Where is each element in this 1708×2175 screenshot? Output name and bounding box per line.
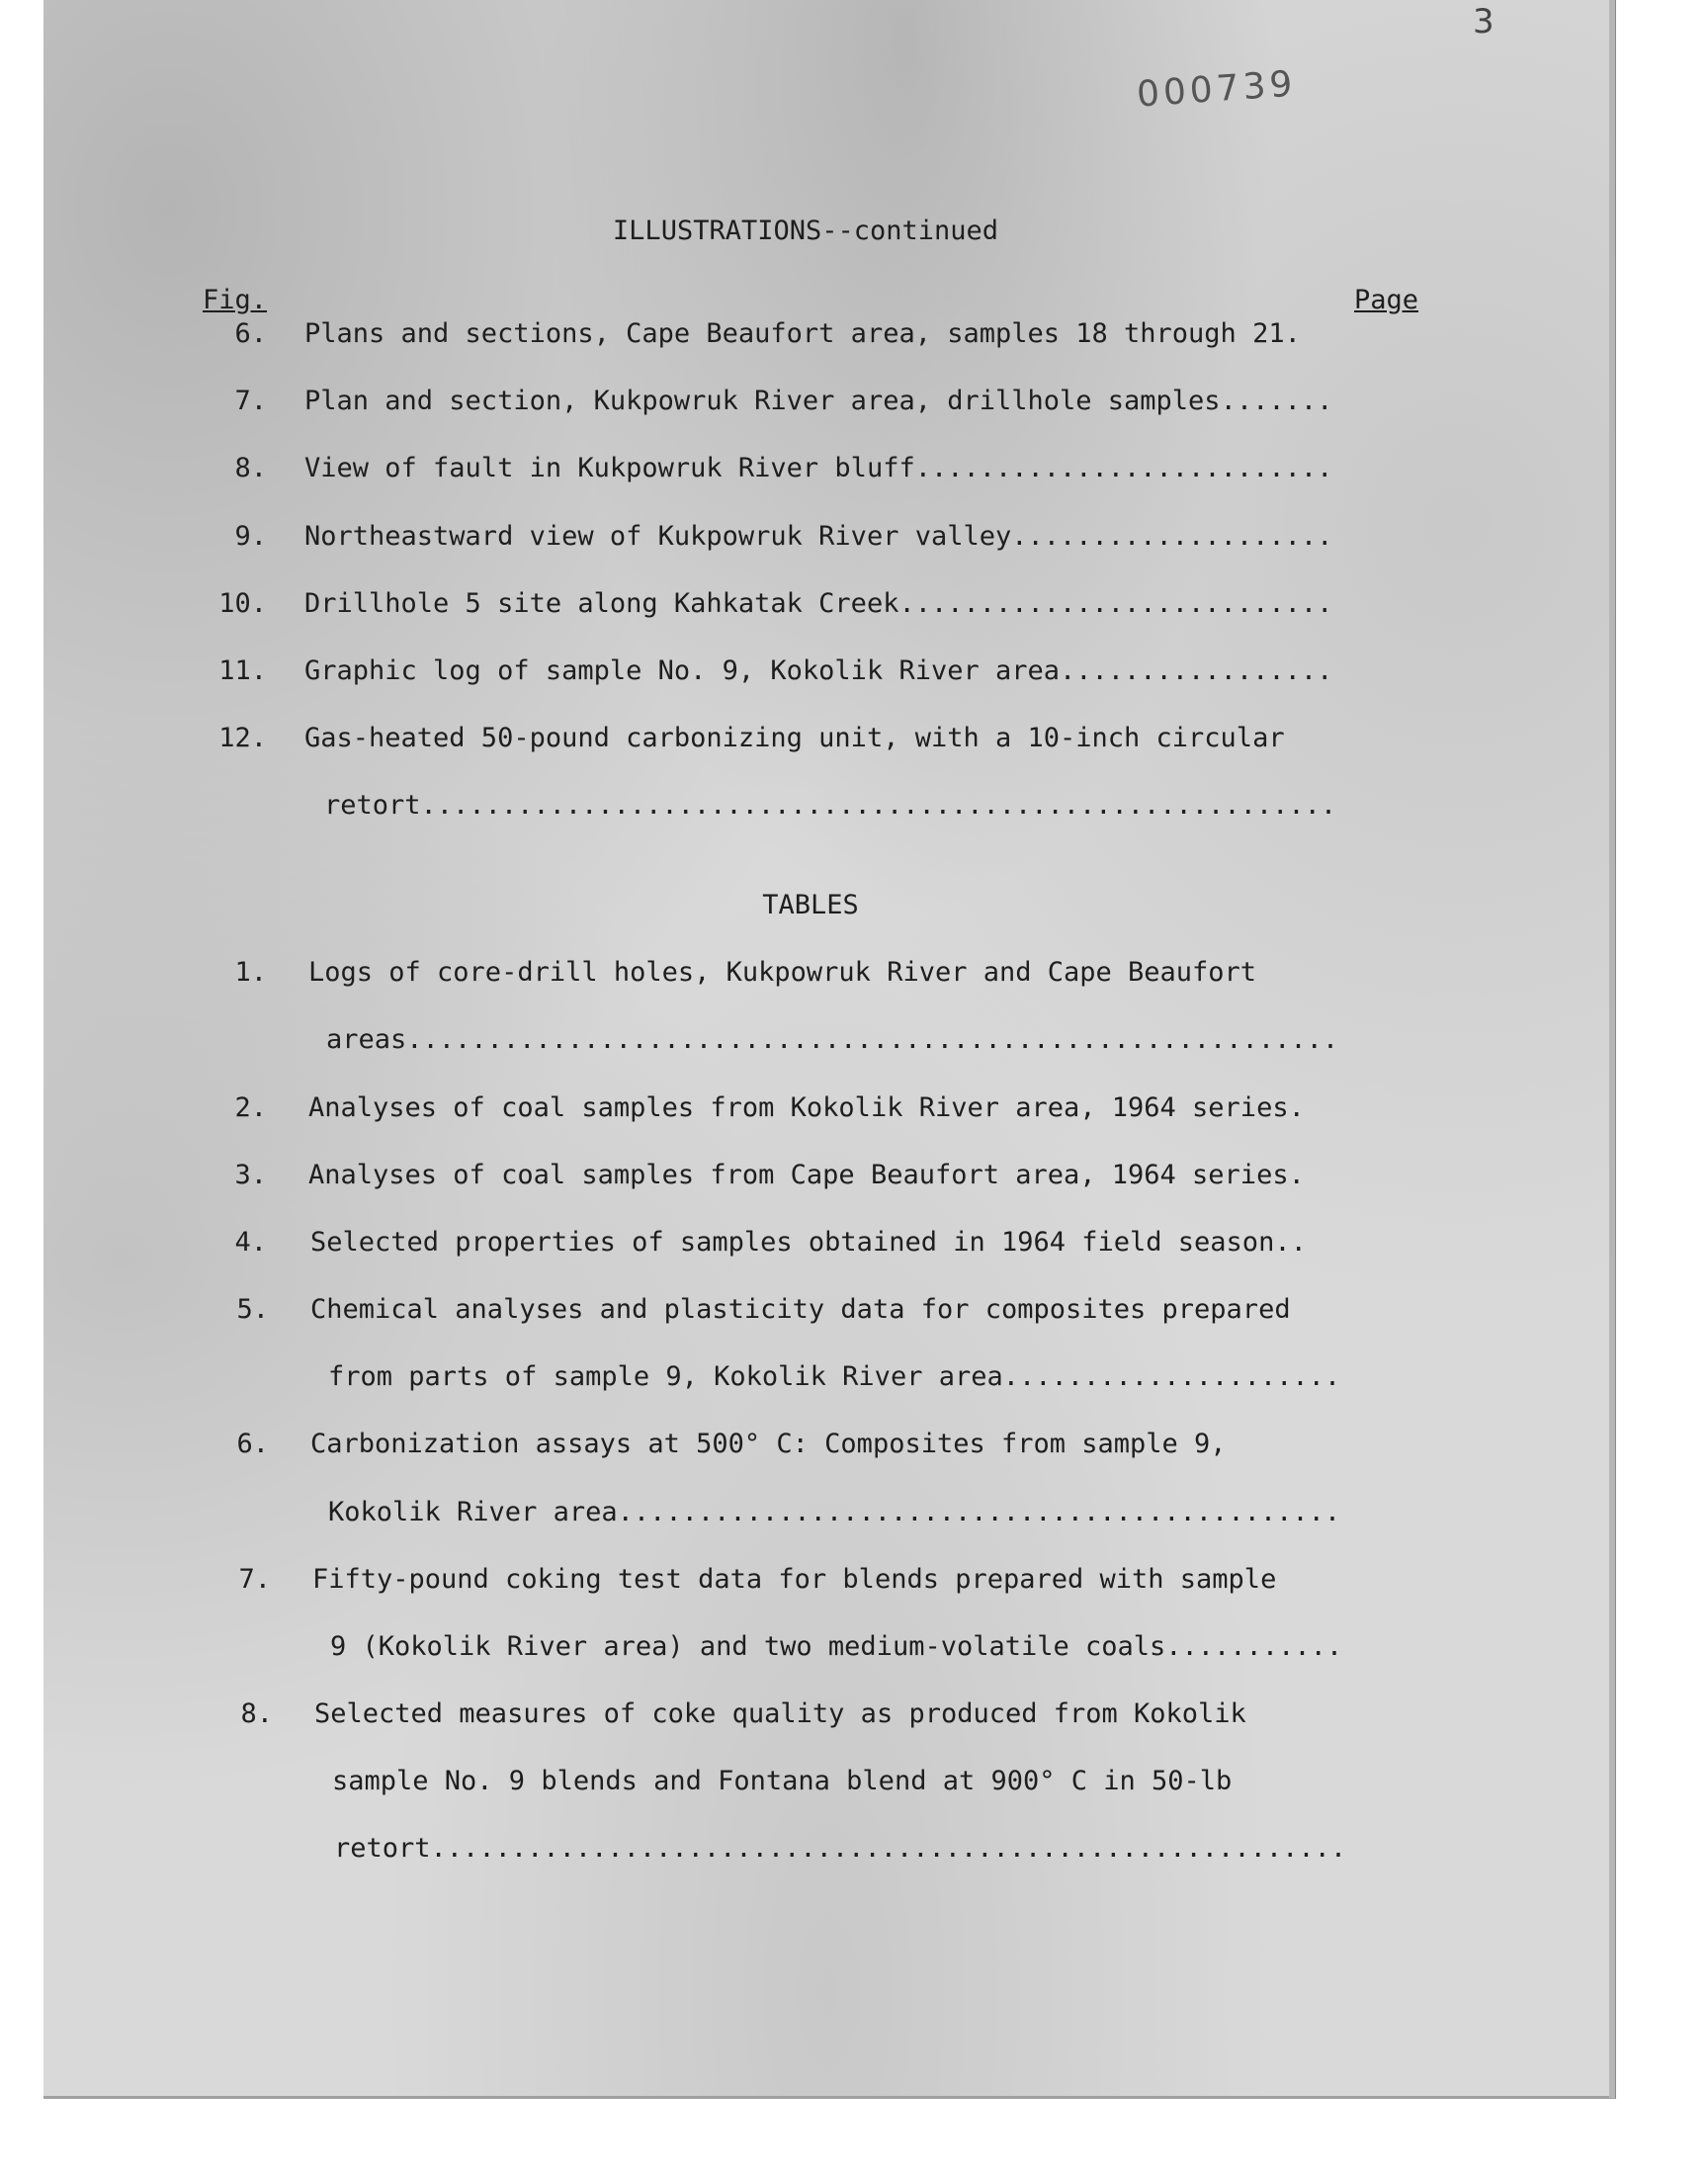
table-number: 3. <box>234 1160 267 1190</box>
table-number: 5. <box>236 1294 269 1325</box>
fig-column-header: Fig. <box>203 285 268 315</box>
dot-leader <box>915 453 1337 483</box>
table-number: 6. <box>236 1429 269 1459</box>
fig-entry <box>304 655 1337 686</box>
table-title-continued: areas <box>326 1024 407 1055</box>
fig-title: Graphic log of sample No. 9, Kokolik River area <box>304 655 1061 686</box>
table-title-continued: 9 (Kokolik River area) and two medium-volatile coals <box>330 1631 1166 1662</box>
table-title-continued: sample No. 9 blends and Fontana blend at 900° C in 50-lb <box>332 1766 1233 1796</box>
dot-leader <box>618 1497 1341 1527</box>
fig-entry <box>304 588 1337 619</box>
table-number: 2. <box>234 1092 267 1123</box>
table-title: Selected properties of samples obtained in 1964 field season.. <box>310 1227 1307 1258</box>
dot-leader <box>1221 386 1337 416</box>
table-title-continued: from parts of sample 9, Kokolik River area <box>328 1361 1003 1392</box>
dot-leader <box>1060 655 1337 686</box>
table-number: 1. <box>234 957 267 988</box>
fig-entry <box>304 521 1337 552</box>
fig-title: Gas-heated 50-pound carbonizing unit, with a 10-inch circular <box>304 723 1285 753</box>
fig-title-continued: retort <box>324 790 421 821</box>
dot-leader <box>898 588 1337 619</box>
fig-number: 10. <box>218 588 267 619</box>
dot-leader <box>431 1833 1347 1864</box>
fig-number: 8. <box>234 453 267 483</box>
table-title-continued: Kokolik River area <box>328 1497 618 1527</box>
fig-number: 11. <box>218 655 267 686</box>
fig-number: 7. <box>234 386 267 416</box>
fig-title: Plan and section, Kukpowruk River area, drillhole samples <box>304 386 1221 416</box>
dot-leader <box>1011 521 1337 552</box>
fig-title: View of fault in Kukpowruk River bluff <box>304 453 915 483</box>
fig-number: 12. <box>218 723 267 753</box>
dot-leader <box>1003 1361 1341 1392</box>
table-entry-continued <box>328 1361 1341 1392</box>
fig-title: Plans and sections, Cape Beaufort area, samples 18 through 21. <box>304 318 1301 349</box>
table-entry-continued <box>334 1833 1347 1864</box>
table-number: 4. <box>234 1227 267 1258</box>
fig-entry <box>304 386 1337 416</box>
table-title: Selected measures of coke quality as produced from Kokolik <box>314 1698 1246 1729</box>
table-entry-continued <box>330 1631 1343 1662</box>
illustrations-heading: ILLUSTRATIONS--continued <box>612 216 999 246</box>
fig-number: 9. <box>234 521 267 552</box>
corner-mark: 3 <box>1473 2 1494 42</box>
document-number: 000739 <box>1135 63 1298 116</box>
fig-entry <box>304 453 1337 483</box>
table-number: 8. <box>240 1698 273 1729</box>
fig-number: 6. <box>234 318 267 349</box>
table-title-continued: retort <box>334 1833 431 1864</box>
dot-leader <box>1165 1631 1343 1662</box>
table-title: Analyses of coal samples from Cape Beaufort area, 1964 series. <box>308 1160 1305 1190</box>
table-number: 7. <box>238 1564 271 1595</box>
table-title: Analyses of coal samples from Kokolik River area, 1964 series. <box>308 1092 1305 1123</box>
tables-heading: TABLES <box>762 890 859 920</box>
table-title: Carbonization assays at 500° C: Composites from sample 9, <box>310 1429 1227 1459</box>
table-entry-continued <box>328 1497 1341 1527</box>
page-column-header: Page <box>1354 285 1419 315</box>
dot-leader <box>406 1024 1339 1055</box>
fig-entry-continued <box>324 790 1337 821</box>
table-title: Logs of core-drill holes, Kukpowruk River and Cape Beaufort <box>308 957 1257 988</box>
page-edge <box>1609 0 1615 2098</box>
table-entry-continued <box>326 1024 1339 1055</box>
fig-title: Northeastward view of Kukpowruk River valley <box>304 521 1012 552</box>
dot-leader <box>421 790 1337 821</box>
table-title: Fifty-pound coking test data for blends prepared with sample <box>312 1564 1277 1595</box>
table-title: Chemical analyses and plasticity data for composites prepared <box>310 1294 1291 1325</box>
fig-title: Drillhole 5 site along Kahkatak Creek <box>304 588 899 619</box>
